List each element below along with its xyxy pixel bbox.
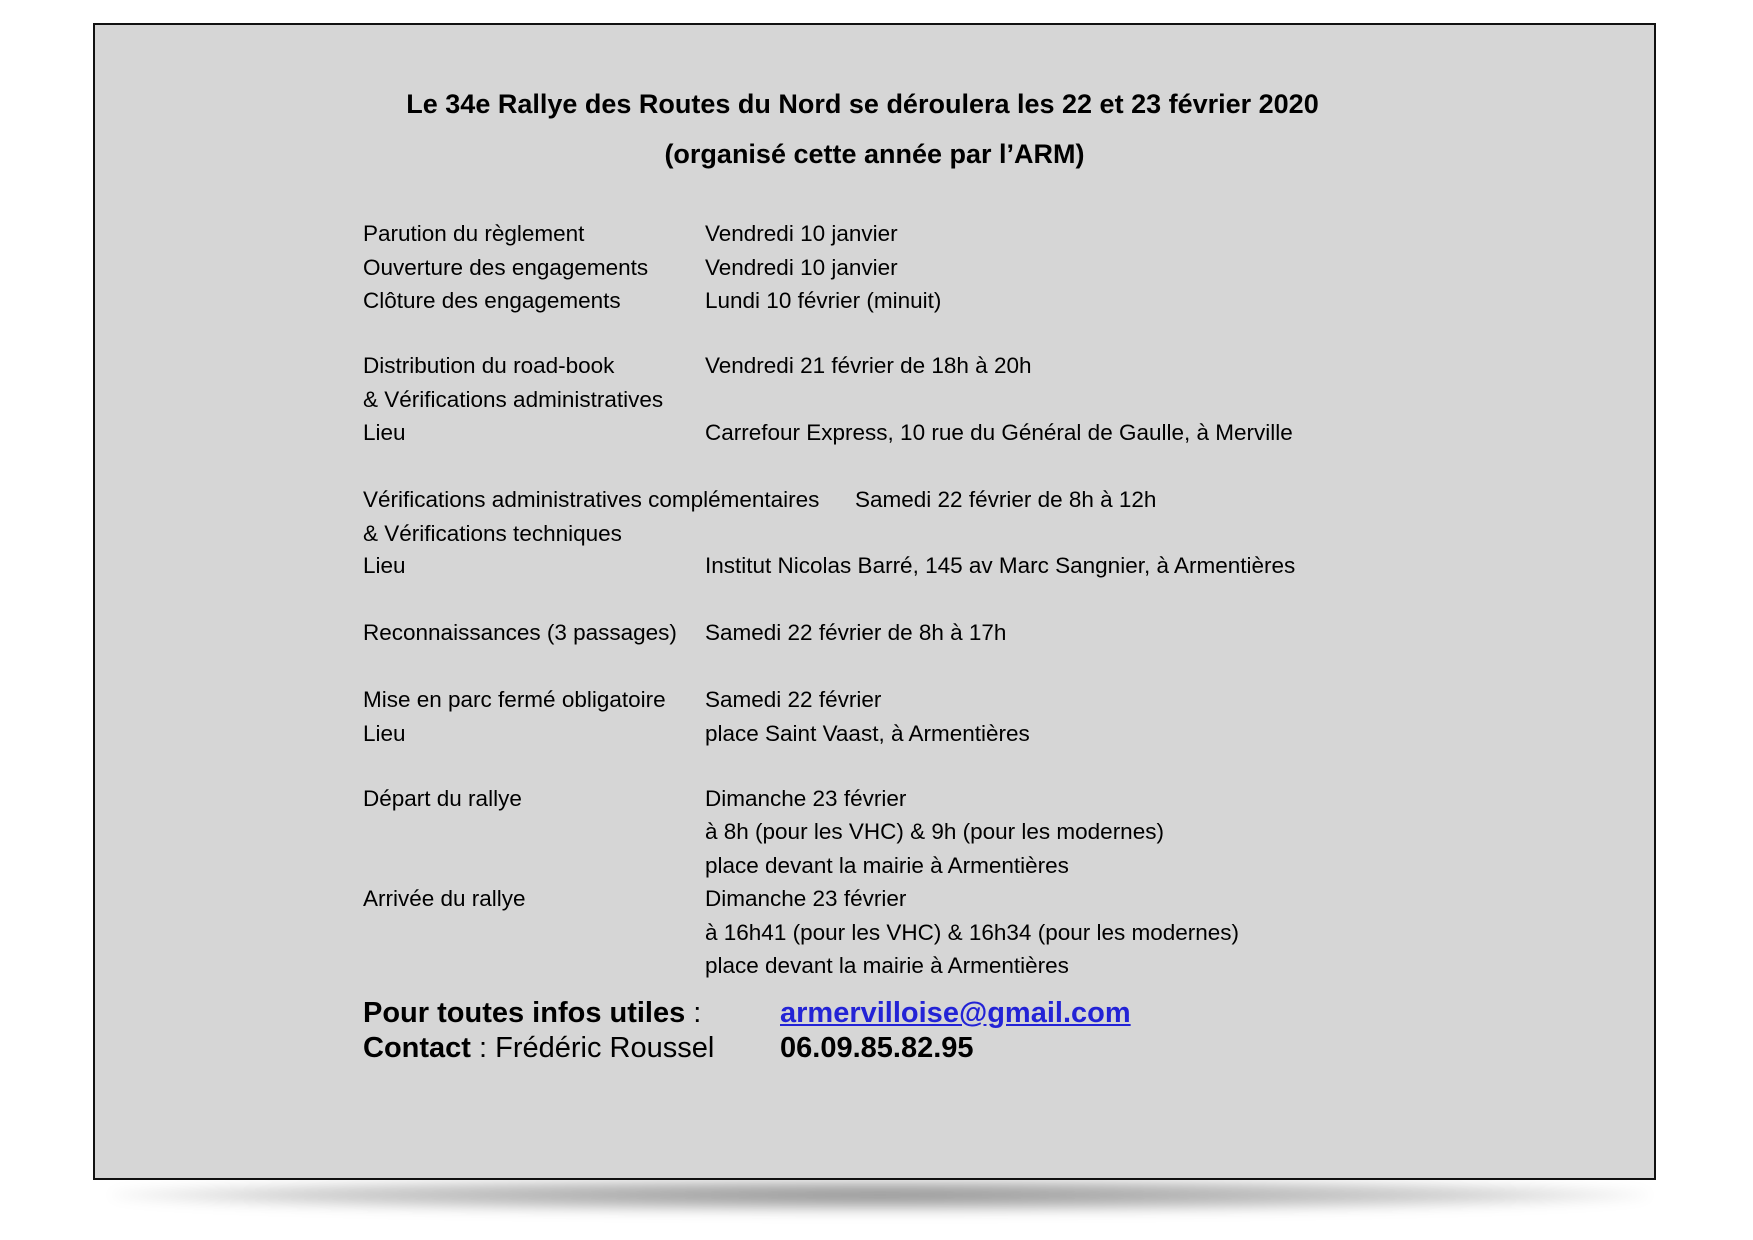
verif-comp-value: Samedi 22 février de 8h à 12h — [855, 487, 1157, 512]
contact-name: : Frédéric Roussel — [470, 1032, 715, 1064]
recon-label: Reconnaissances (3 passages) — [363, 620, 677, 645]
contact-line — [363, 1031, 714, 1065]
parc-label: Mise en parc fermé obligatoire — [363, 687, 666, 712]
lieu2-value: Institut Nicolas Barré, 145 av Marc Sangnier, à Armentières — [705, 553, 1296, 578]
page-subtitle: (organisé cette année par l’ARM) — [664, 139, 1085, 169]
card-shadow — [110, 1178, 1650, 1212]
verif-comp-label: Vérifications administratives complémentaires — [363, 487, 820, 512]
email-link[interactable]: armervilloise@gmail.com — [780, 997, 1131, 1029]
email-line — [780, 996, 1131, 1030]
page-title: Le 34e Rallye des Routes du Nord se déroulera les 22 et 23 février 2020 — [406, 89, 1319, 119]
infos-label: Pour toutes infos utiles — [363, 997, 686, 1029]
recon-value: Samedi 22 février de 8h à 17h — [705, 620, 1007, 645]
ouverture-value: Vendredi 10 janvier — [705, 255, 898, 280]
lieu1-value: Carrefour Express, 10 rue du Général de Gaulle, à Merville — [705, 420, 1293, 445]
roadbook-label: Distribution du road-book — [363, 353, 615, 378]
arrivee-line2: à 16h41 (pour les VHC) & 16h34 (pour les modernes) — [705, 920, 1240, 945]
depart-line2: à 8h (pour les VHC) & 9h (pour les modernes) — [705, 819, 1164, 844]
contact-label: Contact — [363, 1032, 471, 1064]
verif-admin-label: & Vérifications administratives — [363, 387, 664, 412]
lieu3-label: Lieu — [363, 721, 406, 746]
verif-tech-label: & Vérifications techniques — [363, 521, 622, 546]
arrivee-line1: Dimanche 23 février — [705, 886, 907, 911]
phone-number: 06.09.85.82.95 — [780, 1032, 974, 1064]
arrivee-line3: place devant la mairie à Armentières — [705, 953, 1069, 978]
depart-label: Départ du rallye — [363, 786, 522, 811]
lieu3-value: place Saint Vaast, à Armentières — [705, 721, 1030, 746]
lieu2-label: Lieu — [363, 553, 406, 578]
reglement-value: Vendredi 10 janvier — [705, 221, 898, 246]
depart-line1: Dimanche 23 février — [705, 786, 907, 811]
lieu1-label: Lieu — [363, 420, 406, 445]
cloture-value: Lundi 10 février (minuit) — [705, 288, 942, 313]
infos-line — [363, 996, 701, 1030]
ouverture-label: Ouverture des engagements — [363, 255, 649, 280]
reglement-label: Parution du règlement — [363, 221, 585, 246]
depart-line3: place devant la mairie à Armentières — [705, 853, 1069, 878]
parc-value: Samedi 22 février — [705, 687, 882, 712]
roadbook-value: Vendredi 21 février de 18h à 20h — [705, 353, 1032, 378]
rally-info-card — [93, 23, 1656, 1180]
arrivee-label: Arrivée du rallye — [363, 886, 526, 911]
cloture-label: Clôture des engagements — [363, 288, 621, 313]
infos-colon: : — [685, 997, 702, 1029]
